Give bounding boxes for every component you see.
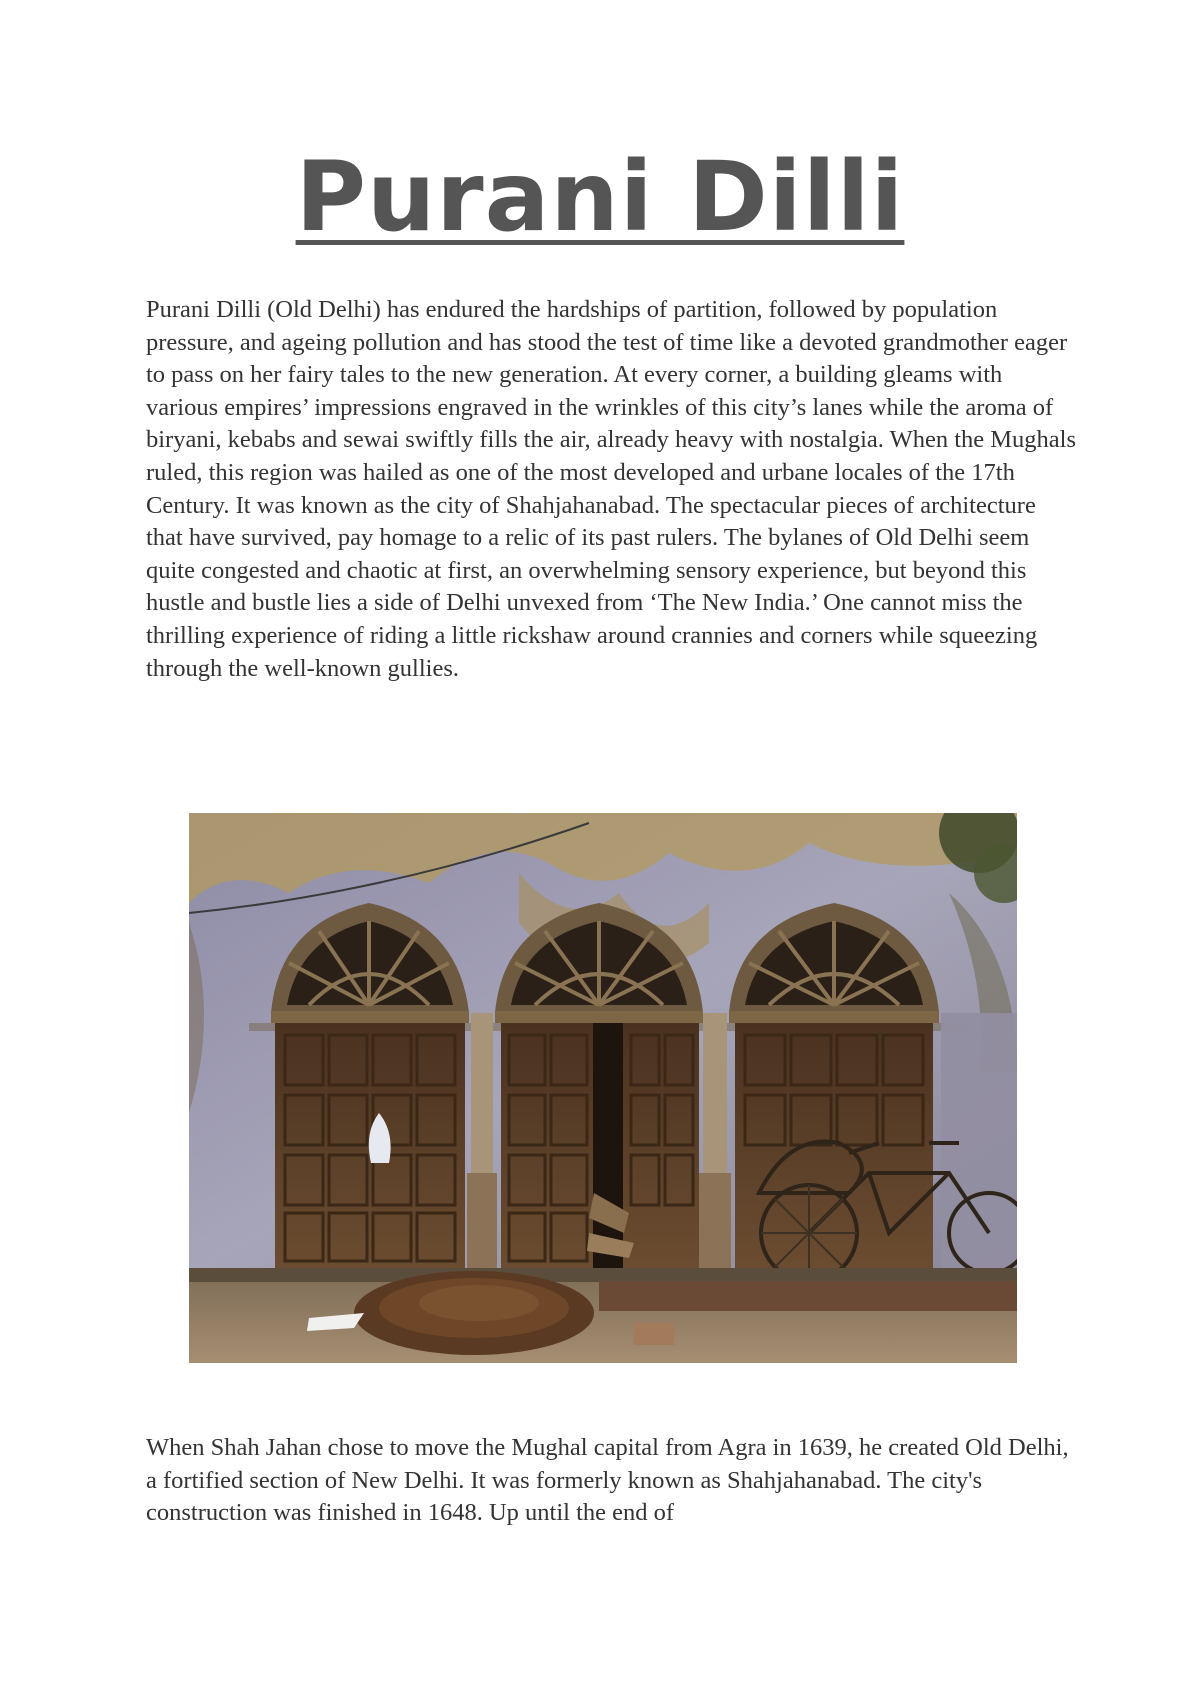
old-delhi-doors-photo	[189, 813, 1017, 1363]
paragraph-intro: Purani Dilli (Old Delhi) has endured the hardships of partition, followed by population pressure, and ageing pollution and has stood the test of time like a devoted grandmother eager to pass on her fairy tales to the new generation. At every corner, a building gleams with various empires’ impressions engraved in the wrinkles of this city’s lanes while the aroma of biryani, kebabs and sewai swiftly fills the air, already heavy with nostalgia. When the Mughals ruled, this region was hailed as one of the most developed and urbane locales of the 17th Century. It was known as the city of Shahjahanabad. The spectacular pieces of architecture that have survived, pay homage to a relic of its past rulers. The bylanes of Old Delhi seem quite congested and chaotic at first, an overwhelming sensory experience, but beyond this hustle and bustle lies a side of Delhi unvexed from ‘The New India.’ One cannot miss the thrilling experience of riding a little rickshaw around crannies and corners while squeezing through the well-known gullies.	[146, 296, 1077, 682]
page-title: Purani Dilli	[295, 141, 905, 253]
paragraph-history: When Shah Jahan chose to move the Mughal capital from Agra in 1639, he created Old Delhi, a fortified section of New Delhi. It was formerly known as Shahjahanabad. The city's construction was finished in 1648. Up until the end of	[146, 1434, 1069, 1527]
